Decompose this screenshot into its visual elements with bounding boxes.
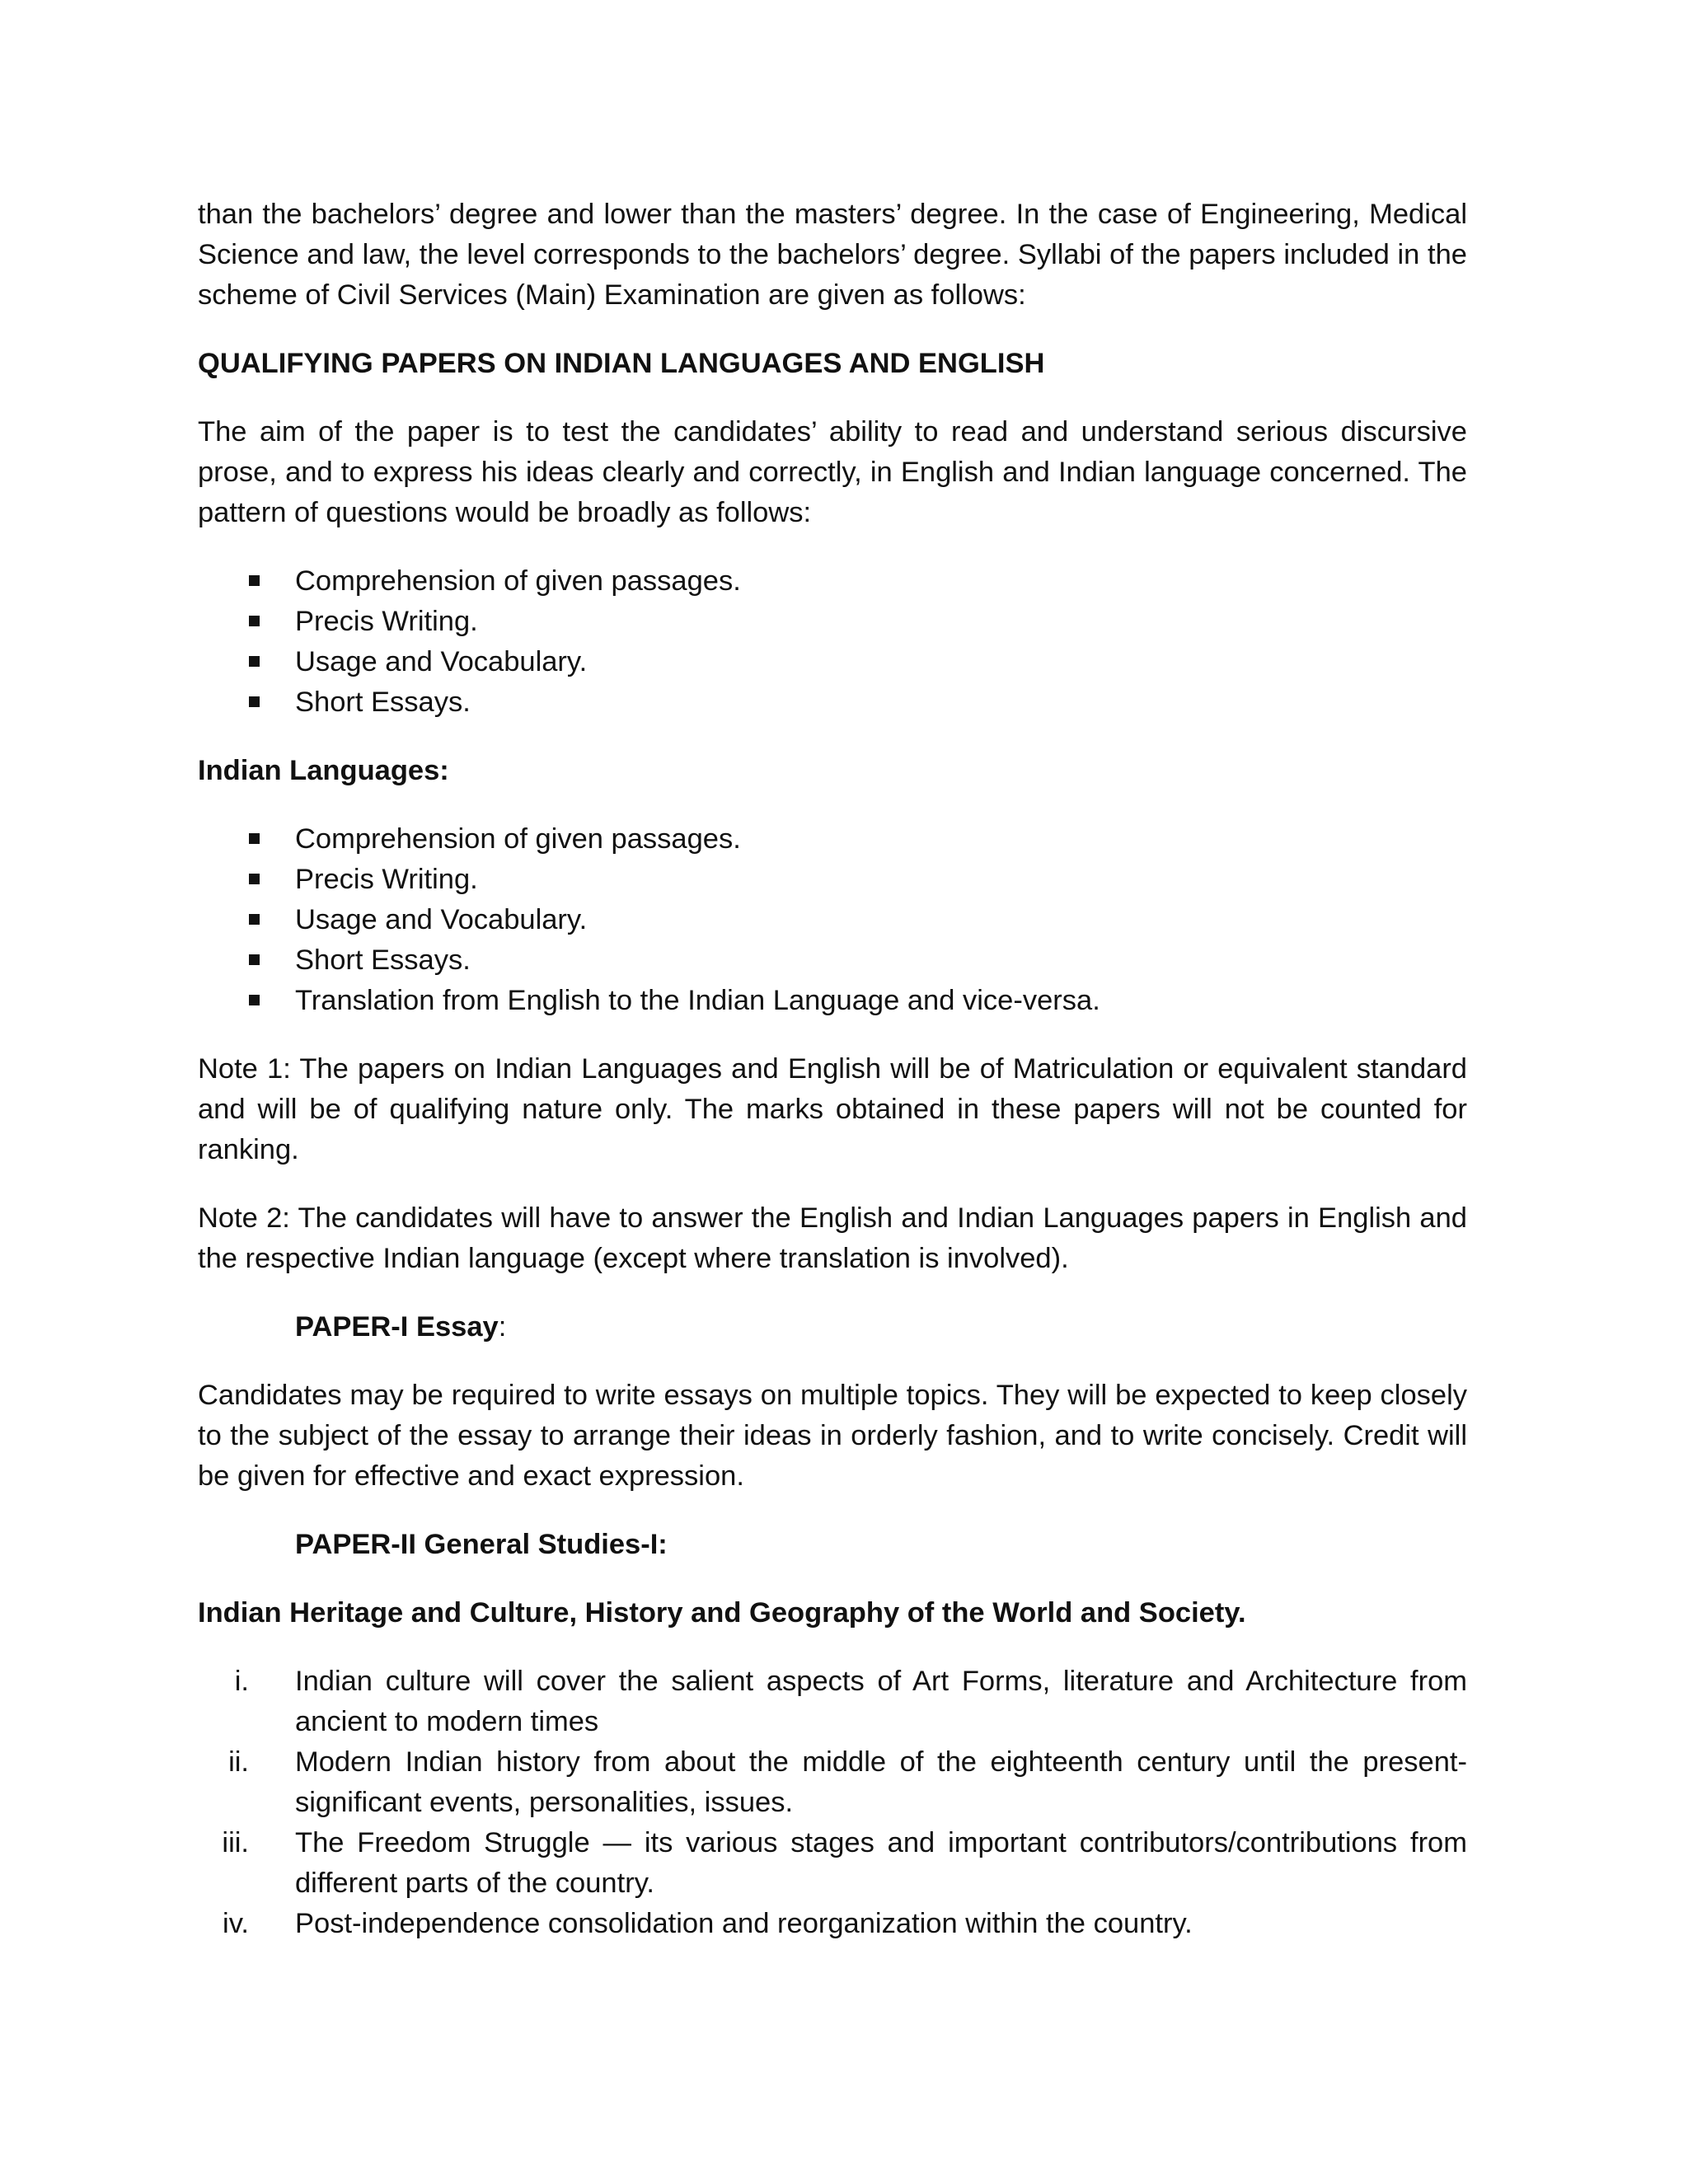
square-bullet-icon <box>249 833 260 844</box>
intro-paragraph: than the bachelors’ degree and lower than the masters’ degree. In the case of Engineering, Medical Science and law, the level corresponds to the bachelors’ degree. Syllabi of the papers included in the scheme of Civil Services (Main) Examination are given as follows: <box>198 199 1467 311</box>
list-item: Precis Writing. <box>198 860 1467 900</box>
indian-languages-heading: Indian Languages: <box>198 755 449 786</box>
indian-pattern-list <box>198 819 1467 1021</box>
square-bullet-icon <box>249 954 260 965</box>
aim-paragraph: The aim of the paper is to test the candidates’ ability to read and understand serious discursive prose, and to express his ideas clearly and correctly, in English and Indian language concerned. The pattern of questions would be broadly as follows: <box>198 416 1467 528</box>
list-item: Precis Writing. <box>198 602 1467 642</box>
list-item: iv. Post-independence consolidation and reorganization within the country. <box>223 1908 1193 1939</box>
note-1: Note 1: The papers on Indian Languages and English will be of Matriculation or equivalent standard and will be of qualifying nature only. The marks obtained in these papers will not be counted for ranking. <box>198 1053 1467 1165</box>
paper-1-description: Candidates may be required to write essays on multiple topics. They will be expected to keep closely to the subject of the essay to arrange their ideas in orderly fashion, and to write concisely. Credit will be given for effective and exact expression. <box>198 1380 1467 1492</box>
square-bullet-icon <box>249 616 260 626</box>
list-item: Short Essays. <box>198 682 1467 723</box>
list-item: i. Indian culture will cover the salient aspects of Art Forms, literature and Architecture from ancient to modern times <box>234 1666 1467 1737</box>
square-bullet-icon <box>249 995 260 1005</box>
list-item: iii. The Freedom Struggle — its various stages and important contributors/contributions from different parts of the country. <box>222 1827 1467 1899</box>
paper-2-heading: PAPER-II General Studies-I: <box>295 1529 668 1560</box>
square-bullet-icon <box>249 696 260 707</box>
square-bullet-icon <box>249 914 260 925</box>
paper-2-subheading: Indian Heritage and Culture, History and Geography of the World and Society. <box>198 1597 1246 1629</box>
square-bullet-icon <box>249 575 260 586</box>
document-page <box>198 194 1467 1944</box>
note-2: Note 2: The candidates will have to answer the English and Indian Languages papers in English and the respective Indian language (except where translation is involved). <box>198 1202 1467 1274</box>
list-item: Comprehension of given passages. <box>198 819 1467 860</box>
square-bullet-icon <box>249 874 260 884</box>
paper-1-heading: PAPER-I Essay: <box>295 1311 507 1343</box>
list-item: Translation from English to the Indian Language and vice-versa. <box>198 981 1467 1021</box>
list-item: Usage and Vocabulary. <box>198 642 1467 682</box>
list-item: Short Essays. <box>198 940 1467 981</box>
list-item: Comprehension of given passages. <box>198 561 1467 602</box>
english-pattern-list <box>198 561 1467 723</box>
qualifying-heading: QUALIFYING PAPERS ON INDIAN LANGUAGES AND ENGLISH <box>198 348 1045 379</box>
list-item: ii. Modern Indian history from about the middle of the eighteenth century until the present- significant events, personalities, issues. <box>228 1746 1467 1818</box>
list-item: Usage and Vocabulary. <box>198 900 1467 940</box>
square-bullet-icon <box>249 656 260 667</box>
paper-2-topic-list <box>198 1661 1467 1944</box>
